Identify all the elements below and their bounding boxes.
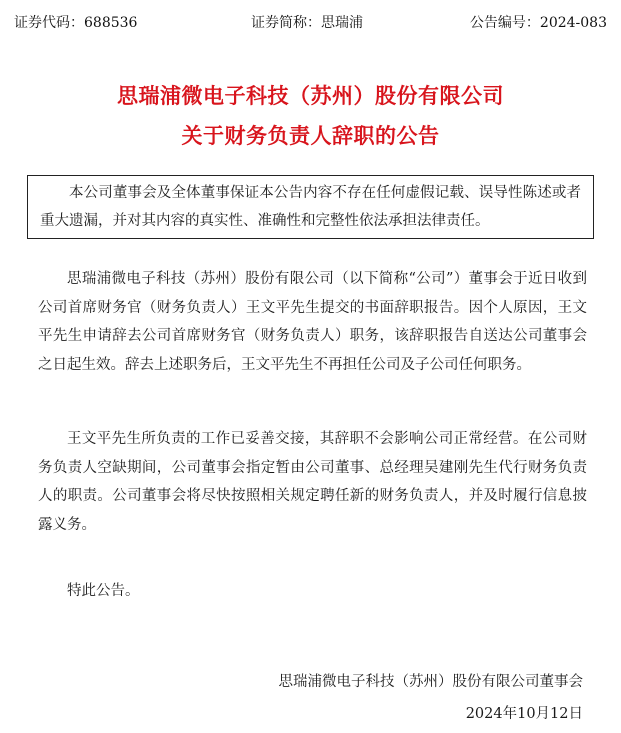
stock-code: 证券代码：688536 <box>14 15 138 31</box>
signature-date: 2024年10月12日 <box>465 706 583 722</box>
announcement-title: 关于财务负责人辞职的公告 <box>181 124 440 148</box>
body-paragraph-resignation: 思瑞浦微电子科技（苏州）股份有限公司（以下简称“公司”）董事会于近日收到公司首席财务官（财务负责人）王文平先生提交的书面辞职报告。因个人原因，王文平先生申请辞去公司首席财务官（财务负责人）职务，该辞职报告自送达公司董事会之日起生效。辞去上述职务后，王文平先生不再担任公司及子公司任何职务。 <box>38 271 587 373</box>
announcement-number: 公告编号：2024-083 <box>469 15 607 31</box>
company-title: 思瑞浦微电子科技（苏州）股份有限公司 <box>117 84 504 108</box>
announcement-header <box>14 12 607 34</box>
responsibility-notice: 本公司董事会及全体董事保证本公告内容不存在任何虚假记载、误导性陈述或者重大遗漏，并对其内容的真实性、准确性和完整性依法承担法律责任。 <box>27 175 594 239</box>
closing-statement: 特此公告。 <box>67 583 140 599</box>
stock-abbreviation: 证券简称：思瑞浦 <box>251 15 363 31</box>
signature-issuer: 思瑞浦微电子科技（苏州）股份有限公司董事会 <box>278 674 583 690</box>
body-paragraph-handover: 王文平先生所负责的工作已妥善交接，其辞职不会影响公司正常经营。在公司财务负责人空缺期间，公司董事会指定暂由公司董事、总经理吴建刚先生代行财务负责人的职责。公司董事会将尽快按照相关规定聘任新的财务负责人，并及时履行信息披露义务。 <box>38 431 587 533</box>
